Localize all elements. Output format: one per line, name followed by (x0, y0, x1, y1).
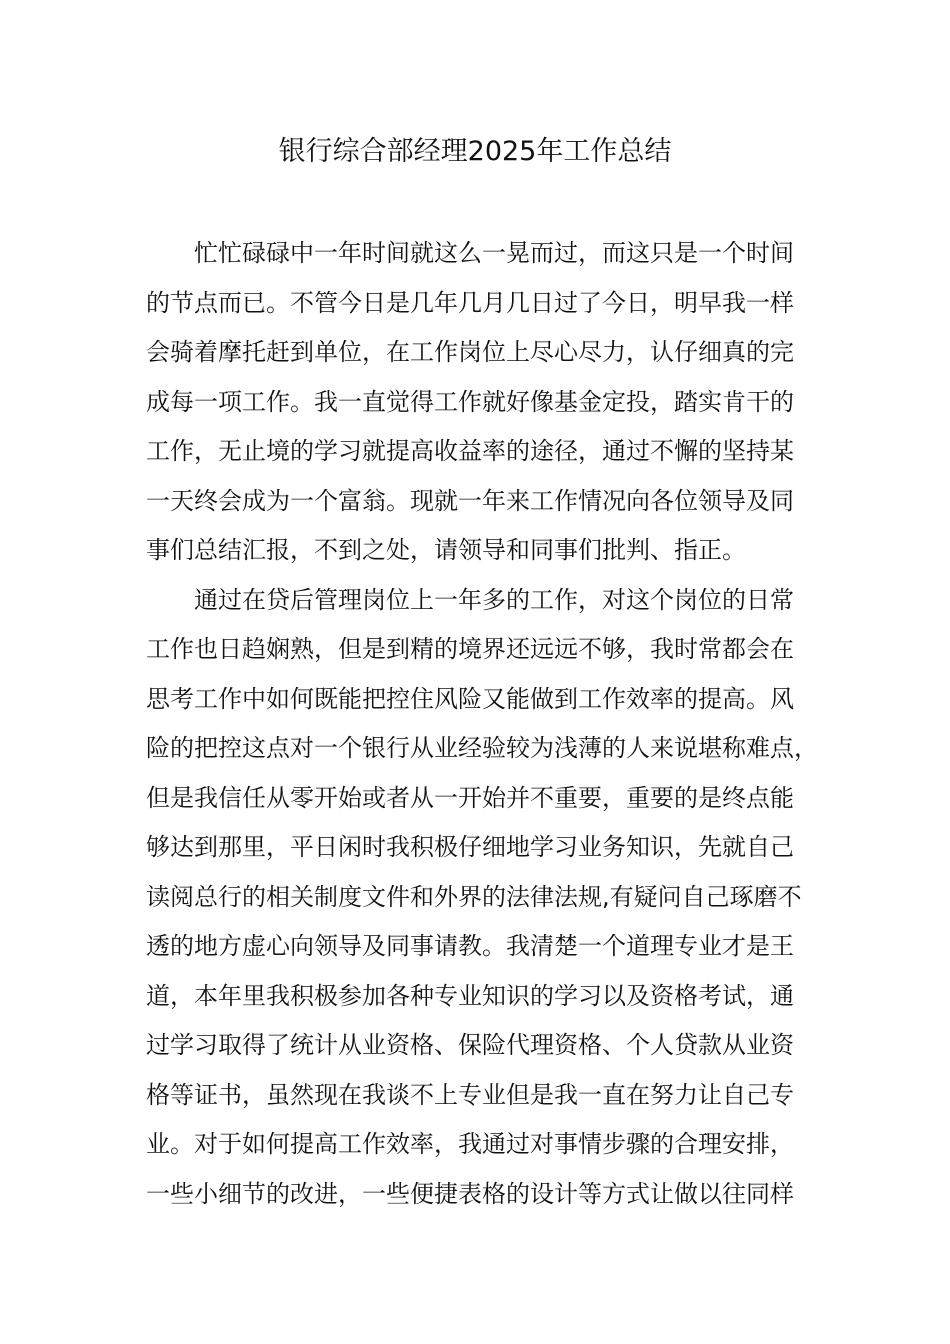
paragraph-1 (146, 229, 806, 576)
paragraph-line: 险的把控这点对一个银行从业经验较为浅薄的人来说堪称难点， (146, 734, 818, 762)
document-body (146, 229, 818, 1219)
paragraph-line: 工作也日趋娴熟，但是到精的境界还远远不够，我时常都会在 (146, 635, 794, 663)
paragraph-line: 业。对于如何提高工作效率，我通过对事情步骤的合理安排， (146, 1130, 794, 1158)
paragraph-line: 过学习取得了统计从业资格、保险代理资格、个人贷款从业资 (146, 1031, 794, 1059)
paragraph-line: 事们总结汇报，不到之处，请领导和同事们批判、指正。 (146, 536, 746, 564)
paragraph-line: 会骑着摩托赶到单位，在工作岗位上尽心尽力，认仔细真的完 (146, 338, 794, 366)
paragraph-line: 工作，无止境的学习就提高收益率的途径，通过不懈的坚持某 (146, 437, 794, 465)
paragraph-2 (146, 576, 818, 1220)
paragraph-line: 忙忙碌碌中一年时间就这么一晃而过，而这只是一个时间 (194, 239, 794, 267)
paragraph-line: 成每一项工作。我一直觉得工作就好像基金定投，踏实肯干的 (146, 387, 794, 416)
paragraph-line: 一些小细节的改进，一些便捷表格的设计等方式让做以往同样 (146, 1179, 794, 1208)
paragraph-line: 道，本年里我积极参加各种专业知识的学习以及资格考试，通 (146, 981, 794, 1010)
paragraph-line: 读阅总行的相关制度文件和外界的法律法规,有疑问自己琢磨不 (146, 882, 802, 911)
paragraph-line: 透的地方虚心向领导及同事请教。我清楚一个道理专业才是王 (146, 932, 794, 960)
paragraph-line: 但是我信任从零开始或者从一开始并不重要，重要的是终点能 (146, 783, 794, 812)
document-title: 银行综合部经理2025年工作总结 (278, 136, 672, 167)
paragraph-line: 的节点而已。不管今日是几年几月几日过了今日，明早我一样 (146, 288, 794, 317)
paragraph-line: 格等证书，虽然现在我谈不上专业但是我一直在努力让自己专 (146, 1080, 794, 1109)
paragraph-line: 够达到那里，平日闲时我积极仔细地学习业务知识，先就自己 (146, 833, 794, 861)
paragraph-line: 思考工作中如何既能把控住风险又能做到工作效率的提高。风 (146, 684, 794, 713)
paragraph-line: 通过在贷后管理岗位上一年多的工作，对这个岗位的日常 (194, 585, 794, 614)
paragraph-line: 一天终会成为一个富翁。现就一年来工作情况向各位领导及同 (146, 486, 794, 515)
